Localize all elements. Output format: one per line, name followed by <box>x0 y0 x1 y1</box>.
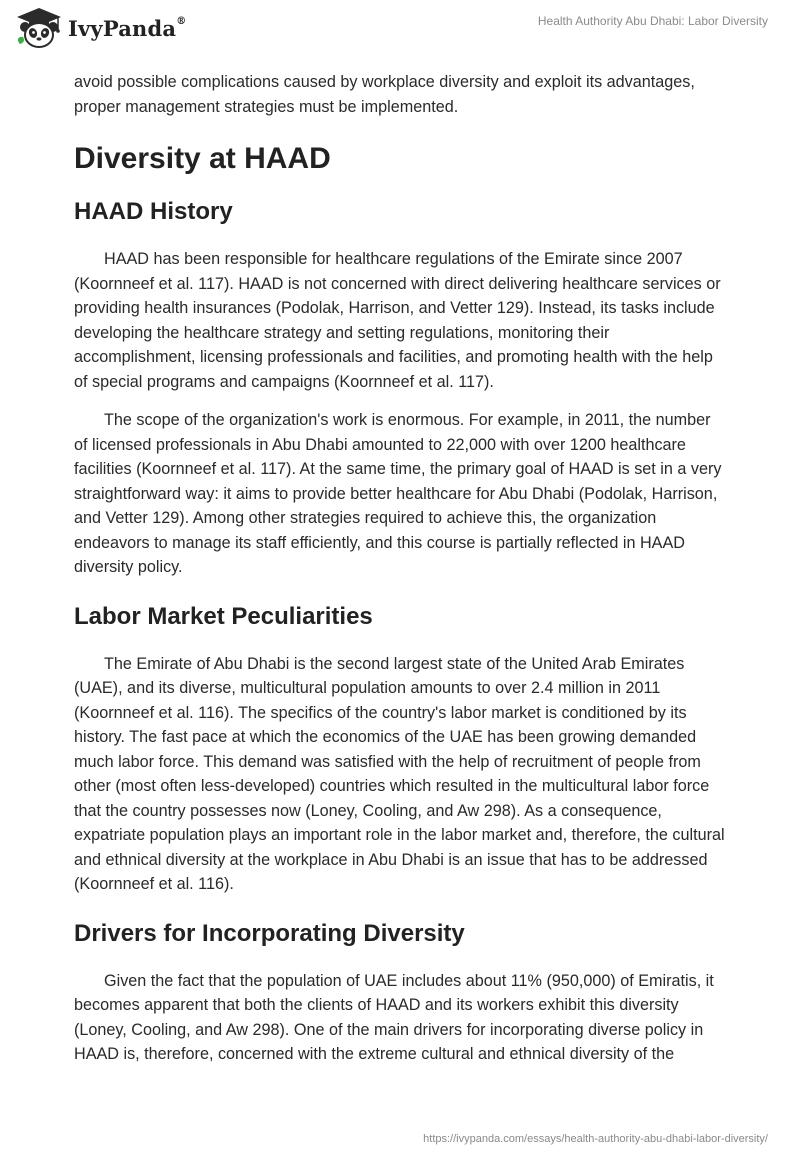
ivypanda-logo[interactable] <box>14 6 186 50</box>
paragraph: Given the fact that the population of UAE includes about 11% (950,000) of Emiratis, it becomes apparent that both the clients of HAAD and its workers exhibit this diversity (Loney, Cooling, and Aw 298). One of the main drivers for incorporating diverse policy in HAAD is, therefore, concerned with the extreme cultural and ethnical diversity of the <box>74 971 714 1063</box>
article-body <box>74 70 726 1081</box>
brand-name: IvyPanda® <box>68 15 187 41</box>
document-title: Health Authority Abu Dhabi: Labor Diversity <box>537 14 768 28</box>
section-heading-drivers: Drivers for Incorporating Diversity <box>74 919 465 947</box>
paragraph: The Emirate of Abu Dhabi is the second largest state of the United Arab Emirates (UAE), and its diverse, multicultural population amounts to over 2.4 million in 2011 (Koornneef et al. 116). The specifics of the country's labor market is conditioned by its history. The fast pace at which the economics of the UAE has been growing demanded much labor force. This demand was satisfied with the help of recruitment of people from other (most often less-developed) countries which resulted in the multicultural labor force that the country possesses now (Loney, Cooling, and Aw 298). As a consequence, expatriate population plays an important role in the labor market and, therefore, the cultural and ethnical diversity at the workplace in Abu Dhabi is an issue that has to be addressed (Koornneef et al. 116). <box>74 654 725 893</box>
page-header <box>0 0 800 66</box>
section-heading-history: HAAD History <box>74 198 233 225</box>
panda-graduate-icon <box>14 6 64 50</box>
page-heading: Diversity at HAAD <box>74 142 331 175</box>
source-url[interactable]: https://ivypanda.com/essays/health-authority-abu-dhabi-labor-diversity/ <box>423 1133 768 1145</box>
section-heading-labor-market: Labor Market Peculiarities <box>74 602 373 630</box>
paragraph: The scope of the organization's work is enormous. For example, in 2011, the number of licensed professionals in Abu Dhabi amounted to 22,000 with over 1200 healthcare facilities (Koornneef et al. 117). At the same time, the primary goal of HAAD is set in a very straightforward way: it aims to provide better healthcare for Abu Dhabi (Podolak, Harrison, and Vetter 129). Among other strategies required to achieve this, the organization endeavors to manage its staff efficiently, and this course is partially reflected in HAAD diversity policy. <box>74 411 722 576</box>
paragraph: HAAD has been responsible for healthcare regulations of the Emirate since 2007 (Koornneef et al. 117). HAAD is not concerned with direct delivering healthcare services or providing health insurances (Podolak, Harrison, and Vetter 129). Instead, its tasks include developing the healthcare strategy and setting regulations, monitoring their accomplishment, licensing professionals and facilities, and promoting health with the help of special programs and campaigns (Koornneef et al. 117). <box>74 250 721 391</box>
intro-paragraph: avoid possible complications caused by workplace diversity and exploit its advantages, proper management strategies must be implemented. <box>74 73 695 116</box>
